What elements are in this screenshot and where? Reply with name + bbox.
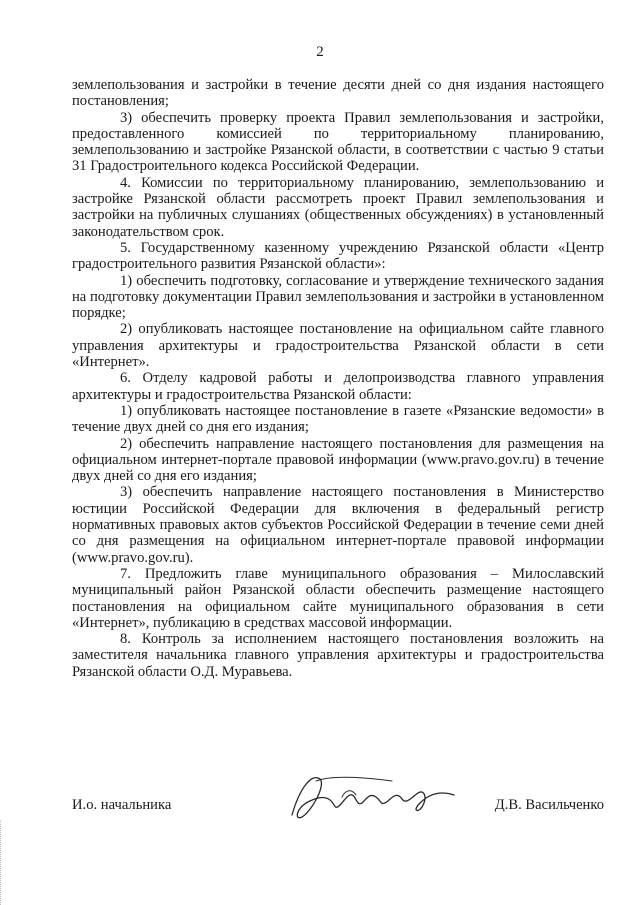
paragraph-6: 2) опубликовать настоящее постановление на официальном сайте главного управления архитектуры и градостроительства Рязанской области в сети «Интернет». <box>72 321 604 371</box>
paragraph-10: 3) обеспечить направление настоящего постановления в Министерство юстиции Российской Федерации для включения в федеральный регистр нормативных правовых актов субъектов Российской Федерации в течение семи дней со дня размещения на официальном интернет-портале правовой информации (www.pravo.gov.ru). <box>72 484 604 566</box>
scan-edge-mark <box>0 820 4 905</box>
paragraph-2: 3) обеспечить проверку проекта Правил землепользования и застройки, предоставленного комиссией по территориальному планированию, землепользованию и застройке Рязанской области, в соответствии с частью 9 статьи 31 Градостроительного кодекса Российской Федерации. <box>72 109 604 175</box>
handwritten-signature <box>272 767 472 827</box>
signatory-role: И.о. начальника <box>72 797 172 813</box>
paragraph-7: 6. Отделу кадровой работы и делопроизводства главного управления архитектуры и градостроительства Рязанской области: <box>72 370 604 403</box>
document-body <box>72 77 604 680</box>
paragraph-12: 8. Контроль за исполнением настоящего постановления возложить на заместителя начальника главного управления архитектуры и градостроительства Рязанской области О.Д. Муравьева. <box>72 631 604 680</box>
signature-block <box>72 767 604 827</box>
signatory-name: Д.В. Васильченко <box>494 797 604 813</box>
paragraph-5: 1) обеспечить подготовку, согласование и утверждение технического задания на подготовку документации Правил землепользования и застройки в установленном порядке; <box>72 272 604 322</box>
paragraph-4: 5. Государственному казенному учреждению Рязанской области «Центр градостроительного развития Рязанской области»: <box>72 239 604 273</box>
paragraph-9: 2) обеспечить направление настоящего постановления для размещения на официальном интернет-портале правовой информации (www.pravo.gov.ru) в течение двух дней со дня его издания; <box>72 435 604 485</box>
paragraph-1: землепользования и застройки в течение десяти дней со дня издания настоящего постановления; <box>72 77 604 110</box>
page-number: 2 <box>316 44 324 60</box>
paragraph-3: 4. Комиссии по территориальному планированию, землепользованию и застройке Рязанской области рассмотреть проект Правил землепользования и застройки на публичных слушаниях (общественных обсуждениях) в установленный законодательством срок. <box>72 174 604 240</box>
paragraph-8: 1) опубликовать настоящее постановление в газете «Рязанские ведомости» в течение двух дней со дня его издания; <box>72 402 604 436</box>
paragraph-11: 7. Предложить главе муниципального образования – Милославский муниципальный район Рязанской области обеспечить размещение настоящего постановления на официальном сайте муниципального образования в сети «Интернет», публикацию в средствах массовой информации. <box>72 565 604 631</box>
